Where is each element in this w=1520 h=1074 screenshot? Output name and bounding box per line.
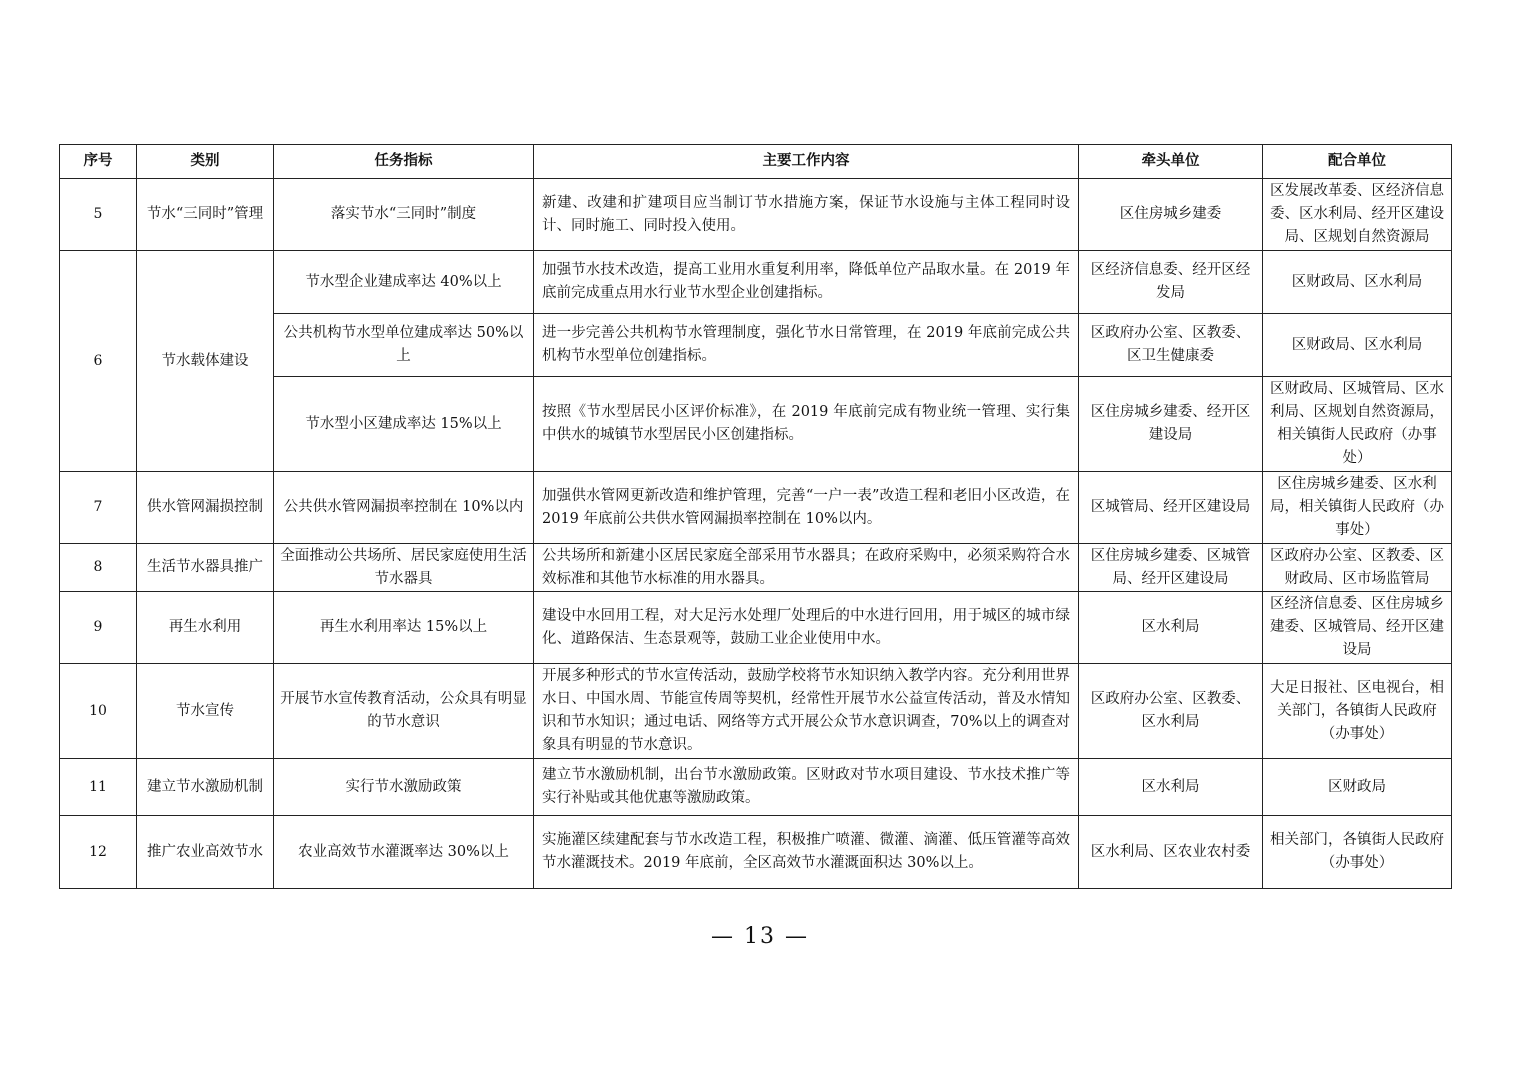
- table-row: [60, 251, 1452, 314]
- row-coop: 区财政局、区城管局、区水利局、区规划自然资源局，相关镇街人民政府（办事处）: [1263, 377, 1452, 472]
- row-no: 11: [60, 759, 137, 816]
- row-no: 7: [60, 472, 137, 544]
- table-row: [60, 816, 1452, 889]
- table-row: [60, 472, 1452, 544]
- row-category: 推广农业高效节水: [137, 816, 274, 889]
- row-content: 加强节水技术改造，提高工业用水重复利用率，降低单位产品取水量。在 2019 年底前完成重点用水行业节水型企业创建指标。: [534, 251, 1079, 314]
- header-indicator: 任务指标: [274, 145, 534, 179]
- header-coop: 配合单位: [1263, 145, 1452, 179]
- row-content: 建设中水回用工程，对大足污水处理厂处理后的中水进行回用，用于城区的城市绿化、道路保洁、生态景观等，鼓励工业企业使用中水。: [534, 592, 1079, 664]
- row-indicator: 公共供水管网漏损率控制在 10%以内: [274, 472, 534, 544]
- row-content: 按照《节水型居民小区评价标准》，在 2019 年底前完成有物业统一管理、实行集中供水的城镇节水型居民小区创建指标。: [534, 377, 1079, 472]
- row-no: 9: [60, 592, 137, 664]
- row-coop: 区财政局、区水利局: [1263, 251, 1452, 314]
- row-category: 节水宣传: [137, 664, 274, 759]
- row-content: 加强供水管网更新改造和维护管理，完善“一户一表”改造工程和老旧小区改造，在 2019 年底前公共供水管网漏损率控制在 10%以内。: [534, 472, 1079, 544]
- row-lead: 区住房城乡建委、区城管局、经开区建设局: [1079, 544, 1263, 592]
- row-lead: 区水利局: [1079, 592, 1263, 664]
- row-content: 新建、改建和扩建项目应当制订节水措施方案，保证节水设施与主体工程同时设计、同时施工、同时投入使用。: [534, 179, 1079, 251]
- row-indicator: 节水型小区建成率达 15%以上: [274, 377, 534, 472]
- table-row: [60, 179, 1452, 251]
- header-no: 序号: [60, 145, 137, 179]
- row-indicator: 落实节水“三同时”制度: [274, 179, 534, 251]
- row-lead: 区城管局、经开区建设局: [1079, 472, 1263, 544]
- row-no: 5: [60, 179, 137, 251]
- table-row: [60, 592, 1452, 664]
- header-content: 主要工作内容: [534, 145, 1079, 179]
- row-indicator: 实行节水激励政策: [274, 759, 534, 816]
- row-coop: 区经济信息委、区住房城乡建委、区城管局、经开区建设局: [1263, 592, 1452, 664]
- row-lead: 区住房城乡建委、经开区建设局: [1079, 377, 1263, 472]
- row-category: 再生水利用: [137, 592, 274, 664]
- table-row: [60, 759, 1452, 816]
- row-lead: 区政府办公室、区教委、区水利局: [1079, 664, 1263, 759]
- row-category: 节水“三同时”管理: [137, 179, 274, 251]
- row-lead: 区经济信息委、经开区经发局: [1079, 251, 1263, 314]
- row-category: 建立节水激励机制: [137, 759, 274, 816]
- row-category: 节水载体建设: [137, 251, 274, 472]
- header-category: 类别: [137, 145, 274, 179]
- row-no: 8: [60, 544, 137, 592]
- row-content: 公共场所和新建小区居民家庭全部采用节水器具；在政府采购中，必须采购符合水效标准和其他节水标准的用水器具。: [534, 544, 1079, 592]
- row-lead: 区水利局、区农业农村委: [1079, 816, 1263, 889]
- row-coop: 大足日报社、区电视台，相关部门，各镇街人民政府（办事处）: [1263, 664, 1452, 759]
- row-no: 12: [60, 816, 137, 889]
- table-row: [60, 544, 1452, 592]
- row-coop: 区财政局、区水利局: [1263, 314, 1452, 377]
- row-content: 建立节水激励机制，出台节水激励政策。区财政对节水项目建设、节水技术推广等实行补贴或其他优惠等激励政策。: [534, 759, 1079, 816]
- page-number: — 13 —: [711, 924, 809, 949]
- row-indicator: 再生水利用率达 15%以上: [274, 592, 534, 664]
- row-coop: 区住房城乡建委、区水利局，相关镇街人民政府（办事处）: [1263, 472, 1452, 544]
- row-lead: 区政府办公室、区教委、区卫生健康委: [1079, 314, 1263, 377]
- row-indicator: 开展节水宣传教育活动，公众具有明显的节水意识: [274, 664, 534, 759]
- row-coop: 区财政局: [1263, 759, 1452, 816]
- row-coop: 区发展改革委、区经济信息委、区水利局、经开区建设局、区规划自然资源局: [1263, 179, 1452, 251]
- row-content: 开展多种形式的节水宣传活动，鼓励学校将节水知识纳入教学内容。充分利用世界水日、中国水周、节能宣传周等契机，经常性开展节水公益宣传活动，普及水情知识和节水知识；通过电话、网络等方式开展公众节水意识调查，70%以上的调查对象具有明显的节水意识。: [534, 664, 1079, 759]
- row-lead: 区水利局: [1079, 759, 1263, 816]
- table-header-row: [60, 145, 1452, 179]
- row-indicator: 节水型企业建成率达 40%以上: [274, 251, 534, 314]
- row-content: 实施灌区续建配套与节水改造工程，积极推广喷灌、微灌、滴灌、低压管灌等高效节水灌溉技术。2019 年底前，全区高效节水灌溉面积达 30%以上。: [534, 816, 1079, 889]
- row-no: 6: [60, 251, 137, 472]
- row-category: 生活节水器具推广: [137, 544, 274, 592]
- row-indicator: 全面推动公共场所、居民家庭使用生活节水器具: [274, 544, 534, 592]
- task-table: [59, 144, 1452, 889]
- row-lead: 区住房城乡建委: [1079, 179, 1263, 251]
- row-no: 10: [60, 664, 137, 759]
- row-coop: 相关部门，各镇街人民政府（办事处）: [1263, 816, 1452, 889]
- table-row: [60, 664, 1452, 759]
- header-lead: 牵头单位: [1079, 145, 1263, 179]
- row-indicator: 农业高效节水灌溉率达 30%以上: [274, 816, 534, 889]
- row-category: 供水管网漏损控制: [137, 472, 274, 544]
- row-coop: 区政府办公室、区教委、区财政局、区市场监管局: [1263, 544, 1452, 592]
- row-indicator: 公共机构节水型单位建成率达 50%以上: [274, 314, 534, 377]
- row-content: 进一步完善公共机构节水管理制度，强化节水日常管理，在 2019 年底前完成公共机构节水型单位创建指标。: [534, 314, 1079, 377]
